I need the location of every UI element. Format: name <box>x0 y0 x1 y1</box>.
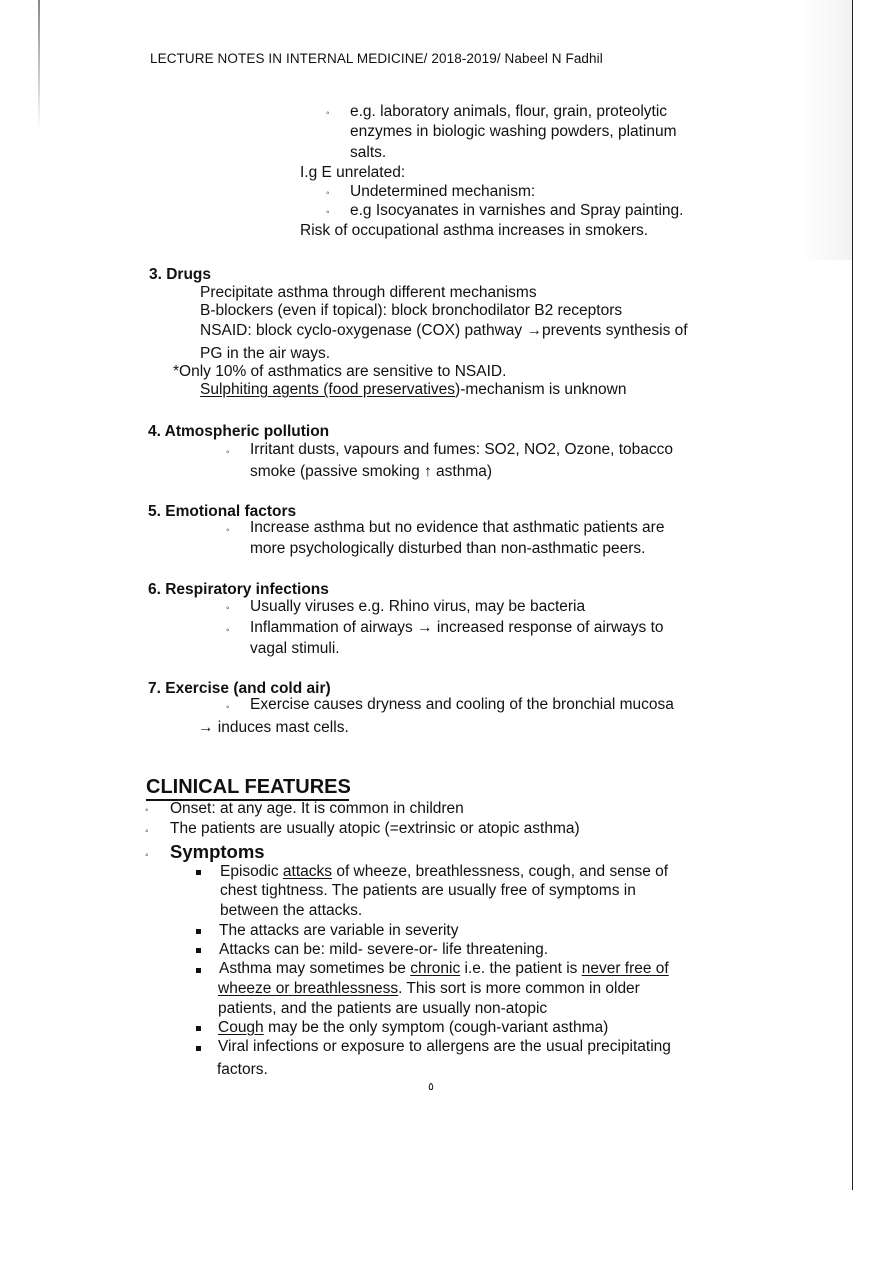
pollution-line-2: smoke (passive smoking ↑ asthma) <box>250 463 493 480</box>
symptom-2: The attacks are variable in severity <box>219 922 459 939</box>
drugs-line-4: PG in the air ways. <box>200 345 331 362</box>
bullet-icon: ◦ <box>226 603 230 614</box>
square-bullet-icon <box>196 948 201 953</box>
bullet-icon: ◦ <box>145 850 149 861</box>
symptoms-heading: Symptoms <box>170 841 265 862</box>
ige-example-line-1: e.g. laboratory animals, flour, grain, proteolytic <box>350 103 668 120</box>
emotional-line-2: more psychologically disturbed than non-asthmatic peers. <box>250 540 646 557</box>
symptom-4-line-1: Asthma may sometimes be chronic i.e. the patient is never free of <box>219 960 669 977</box>
page-header: LECTURE NOTES IN INTERNAL MEDICINE/ 2018-2019/ Nabeel N Fadhil <box>150 51 603 66</box>
square-bullet-icon <box>196 968 201 973</box>
bullet-icon: ◦ <box>226 525 230 536</box>
ige-unrelated-item-2: e.g Isocyanates in varnishes and Spray painting. <box>350 202 684 219</box>
square-bullet-icon <box>196 1046 201 1051</box>
symptom-3: Attacks can be: mild- severe-or- life threatening. <box>219 941 549 958</box>
pollution-line-1: Irritant dusts, vapours and fumes: SO2, NO2, Ozone, tobacco <box>250 441 674 458</box>
bullet-icon: ◦ <box>226 702 230 713</box>
page-number: ٥ <box>428 1081 434 1093</box>
section-heading-infections: 6. Respiratory infections <box>148 581 329 598</box>
clinical-item-onset: Onset: at any age. It is common in children <box>170 800 464 817</box>
bullet-icon: ◦ <box>326 108 330 119</box>
section-heading-exercise: 7. Exercise (and cold air) <box>148 680 331 697</box>
square-bullet-icon <box>196 929 201 934</box>
bullet-icon: ◦ <box>326 207 330 218</box>
clinical-features-heading: CLINICAL FEATURES <box>146 776 351 798</box>
bullet-icon: ◦ <box>145 805 149 816</box>
symptom-1-line-3: between the attacks. <box>220 902 363 919</box>
symptom-5: Cough may be the only symptom (cough-variant asthma) <box>218 1019 609 1036</box>
symptom-1-line-1: Episodic attacks of wheeze, breathlessness, cough, and sense of <box>220 863 669 880</box>
scan-shade <box>800 0 852 260</box>
bullet-icon: ◦ <box>326 188 330 199</box>
symptom-6-line-2: factors. <box>217 1061 268 1078</box>
bullet-icon: ◦ <box>145 826 149 837</box>
exercise-line-2: → induces mast cells. <box>198 719 349 736</box>
drugs-line-3: NSAID: block cyclo-oxygenase (COX) pathway →prevents synthesis of <box>200 322 688 339</box>
symptom-6-line-1: Viral infections or exposure to allergens are the usual precipitating <box>218 1038 671 1055</box>
scan-left-edge <box>38 0 40 130</box>
infections-item-2-line-1: Inflammation of airways → increased response of airways to <box>250 619 664 636</box>
emotional-line-1: Increase asthma but no evidence that asthmatic patients are <box>250 519 665 536</box>
section-heading-pollution: 4. Atmospheric pollution <box>148 423 330 440</box>
drugs-line-1: Precipitate asthma through different mechanisms <box>200 284 537 301</box>
infections-item-1: Usually viruses e.g. Rhino virus, may be bacteria <box>250 598 586 615</box>
ige-unrelated-item-1: Undetermined mechanism: <box>350 183 536 200</box>
sulphiting-agents-underlined: Sulphiting agents (food preservatives <box>200 381 456 398</box>
drugs-sulphiting-line: Sulphiting agents (food preservatives)-mechanism is unknown <box>200 381 627 398</box>
infections-item-2-line-2: vagal stimuli. <box>250 640 340 657</box>
occupational-risk-note: Risk of occupational asthma increases in smokers. <box>300 222 649 239</box>
symptom-1-line-2: chest tightness. The patients are usually free of symptoms in <box>220 882 636 899</box>
ige-unrelated-heading: I.g E unrelated: <box>300 164 406 181</box>
drugs-line-2: B-blockers (even if topical): block bronchodilator B2 receptors <box>200 302 623 319</box>
bullet-icon: ◦ <box>226 625 230 636</box>
symptom-4-line-3: patients, and the patients are usually non-atopic <box>218 1000 548 1017</box>
ige-example-line-3: salts. <box>350 144 387 161</box>
section-heading-emotional: 5. Emotional factors <box>148 503 297 520</box>
clinical-item-atopic: The patients are usually atopic (=extrinsic or atopic asthma) <box>170 820 580 837</box>
square-bullet-icon <box>196 1026 201 1031</box>
ige-example-line-2: enzymes in biologic washing powders, platinum <box>350 123 677 140</box>
square-bullet-icon <box>196 870 201 875</box>
bullet-icon: ◦ <box>226 447 230 458</box>
symptom-4-line-2: wheeze or breathlessness. This sort is more common in older <box>218 980 640 997</box>
scan-right-edge <box>852 0 853 1190</box>
exercise-line-1: Exercise causes dryness and cooling of the bronchial mucosa <box>250 696 674 713</box>
drugs-nsaid-note: *Only 10% of asthmatics are sensitive to NSAID. <box>173 363 507 380</box>
section-heading-drugs: 3. Drugs <box>149 266 212 283</box>
